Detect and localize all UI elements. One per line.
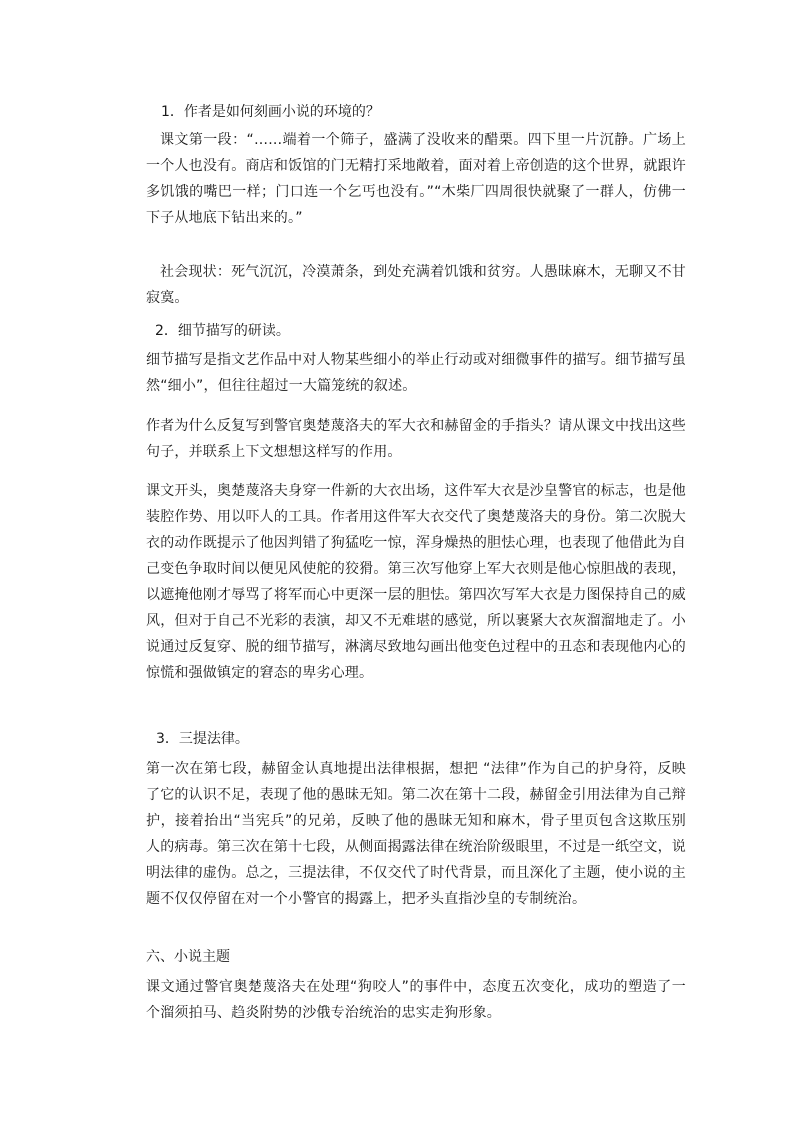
section-heading-detail-description: 2．细节描写的研读。 — [155, 323, 290, 339]
paragraph-three-laws-analysis: 第一次在第七段，赫留金认真地提出法律根据，想把 “法律”作为自己的护身符，反映了它的认识不足，表现了他的愚昧无知。第二次在第十二段，赫留金引用法律为自己辩护，接着抬出“当宪兵”的兄弟，反映了他的愚昧无知和麻木，骨子里页包含这欺压别人的病毒。第三次在第十七段，从侧面揭露法律在统治阶级眼里，不过是一纸空文，说明法律的虚伪。总之，三提法律，不仅交代了时代背景，而且深化了主题，使小说的主题不仅仅停留在对一个小警官的揭露上，把矛头直指沙皇的专制统治。 — [146, 761, 686, 907]
section-heading-three-laws: 3．三提法律。 — [156, 731, 249, 747]
paragraph-question-coat-finger: 作者为什么反复写到警官奥楚蔑洛夫的军大衣和赫留金的手指头？请从课文中找出这些句子，并联系上下文想想这样写的作用。 — [146, 418, 686, 460]
section-heading-novel-theme: 六、小说主题 — [146, 949, 230, 965]
paragraph-novel-theme: 课文通过警官奥楚蔑洛夫在处理“狗咬人”的事件中，态度五次变化，成功的塑造了一个溜须拍马、趋炎附势的沙俄专治统治的忠实走狗形象。 — [146, 979, 686, 1021]
paragraph-detail-definition: 细节描写是指文艺作品中对人物某些细小的举止行动或对细微事件的描写。细节描写虽然“细小”，但往往超过一大篇笼统的叙述。 — [146, 352, 686, 394]
paragraph-coat-analysis: 课文开头，奥楚蔑洛夫身穿一件新的大衣出场，这件军大衣是沙皇警官的标志，也是他装腔作势、用以吓人的工具。作者用这件军大衣交代了奥楚蔑洛夫的身份。第二次脱大衣的动作既提示了他因判错了狗猛吃一惊，浑身燥热的胆怯心理，也表现了他借此为自己变色争取时间以便见风使舵的狡猾。第三次写他穿上军大衣则是他心惊胆战的表现，以遮掩他刚才辱骂了将军而心中更深一层的胆怯。第四次写军大衣是力图保持自己的威风，但对于自己不光彩的表演，却又不无难堪的感觉，所以裹紧大衣灰溜溜地走了。小说通过反复穿、脱的细节描写，淋漓尽致地勾画出他变色过程中的丑态和表现他内心的惊慌和强做镇定的窘态的卑劣心理。 — [146, 483, 686, 681]
paragraph-first-section-quote: 课文第一段：“……端着一个筛子，盛满了没收来的醋栗。四下里一片沉静。广场上一个人也没有。商店和饭馆的门无精打采地敞着，面对着上帝创造的这个世界，就跟许多饥饿的嘴巴一样；门口连一个乞丐也没有。”“木柴厂四周很快就聚了一群人，仿佛一下子从地底下钻出来的。” — [146, 132, 686, 226]
paragraph-social-situation: 社会现状：死气沉沉，冷漠萧条，到处充满着饥饿和贫穷。人愚昧麻木，无聊又不甘寂寞。 — [146, 264, 686, 306]
section-heading-environment: 1．作者是如何刻画小说的环境的？ — [161, 104, 380, 120]
